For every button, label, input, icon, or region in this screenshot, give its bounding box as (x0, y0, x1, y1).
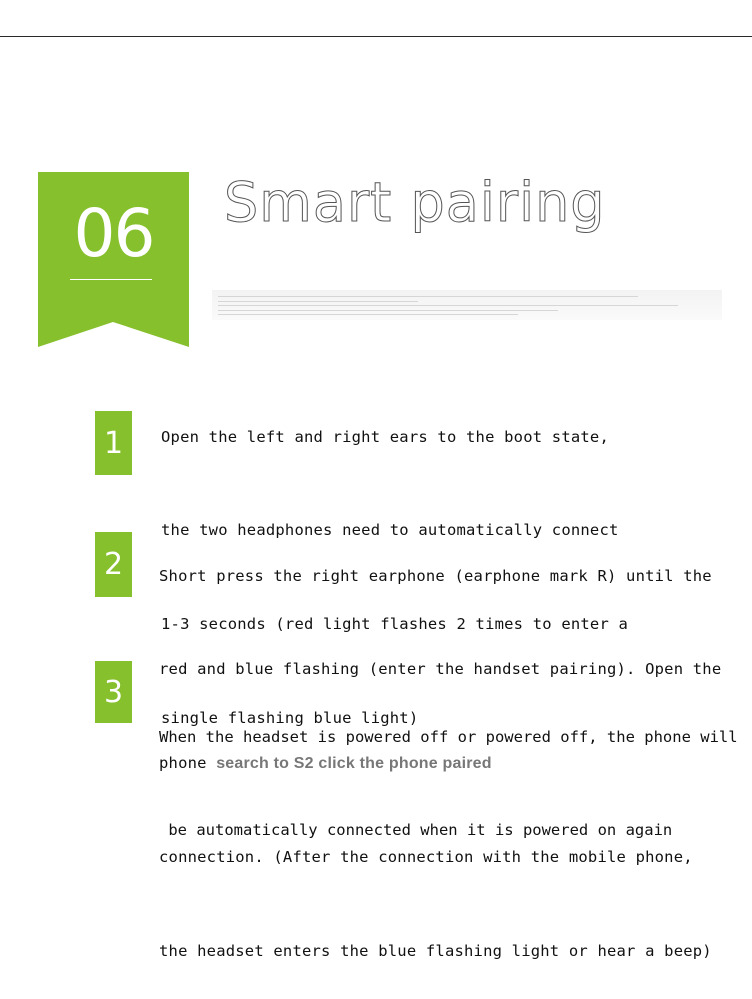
step-2-badge: 2 (95, 532, 132, 597)
step-3-line: When the headset is powered off or powered off, the phone will (159, 727, 738, 746)
section-number: 06 (73, 195, 154, 272)
step-2-line-bold: search to S2 click the phone paired (216, 755, 492, 773)
step-1-line: single flashing blue light) (161, 709, 419, 728)
step-1-line: 1-3 seconds (red light flashes 2 times to enter a (161, 615, 629, 634)
step-2-line-prefix: phone (159, 754, 217, 773)
faint-text-block (212, 290, 722, 320)
step-3-line: be automatically connected when it is powered on again (159, 821, 673, 840)
step-2-line: Short press the right earphone (earphone mark R) until the (159, 566, 712, 585)
step-3-text (159, 659, 738, 878)
page-title: Smart pairing (224, 171, 606, 234)
step-2-line: red and blue flashing (enter the handset pairing). Open the (159, 660, 722, 679)
step-3-badge: 3 (95, 661, 132, 723)
badge-underline (70, 279, 152, 280)
step-1-line: Open the left and right ears to the boot state, (161, 427, 609, 446)
top-divider (0, 36, 752, 37)
step-2-line: connection. (After the connection with the mobile phone, (159, 848, 693, 867)
step-1-badge: 1 (95, 411, 132, 475)
step-1-line: the two headphones need to automatically connect (161, 521, 619, 540)
step-2-line: the headset enters the blue flashing light or hear a beep) (159, 942, 712, 961)
